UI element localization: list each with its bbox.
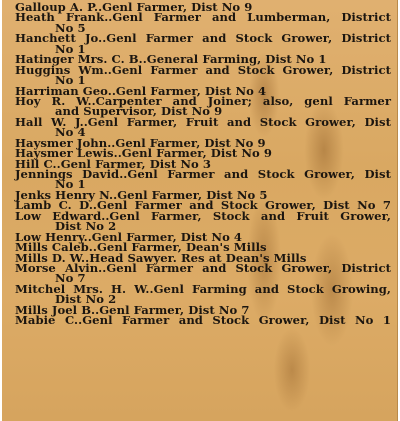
entry-line: Huggins Wm..Genl Farmer and Stock Grower, District — [15, 62, 391, 77]
entry-line: Hatinger Mrs. C. B..General Farming, Dist No 1 — [15, 52, 327, 67]
entry-line: Heath Frank..Genl Farmer and Lumberman, District — [15, 10, 391, 25]
entry-line: Hall W. J..Genl Farmer, Fruit and Stock Grower, Dist — [15, 114, 391, 129]
entry-continuation: No 5 — [55, 20, 86, 35]
entry-line: Harriman Geo..Genl Farmer, Dist No 4 — [15, 83, 267, 98]
entry-line: Jennings David..Genl Farmer and Stock Grower, Dist — [15, 167, 391, 181]
entry-line: Low Edward..Genl Farmer, Stock and Fruit Grower, — [15, 208, 391, 223]
entry-line: Hoy R. W..Carpenter and Joiner; also, genl Farmer — [15, 93, 391, 108]
entry-line: Mabie C..Genl Farmer and Stock Grower, Dist No 1 — [15, 313, 391, 328]
entry-line: Low Henry..Genl Farmer, Dist No 4 — [15, 229, 243, 244]
entry-line: Lamb C. D..Genl Farmer and Stock Grower, Dist No 7 — [15, 198, 391, 213]
directory-listing — [15, 2, 391, 326]
entry-continuation: No 1 — [55, 73, 86, 88]
entry-line: Morse Alvin..Genl Farmer and Stock Grower, District — [15, 260, 391, 275]
entry-continuation: No 7 — [55, 271, 86, 286]
entry-continuation: Dist No 2 — [55, 219, 117, 234]
entry-continuation: No 1 — [55, 41, 86, 56]
entry-line: Galloup A. P..Genl Farmer, Dist No 9 — [15, 0, 253, 14]
entry-line: Jenks Henry N..Genl Farmer, Dist No 5 — [15, 187, 268, 202]
directory-page-clipping — [2, 0, 398, 421]
entry-line: Mills Joel B..Genl Farmer, Dist No 7 — [15, 302, 250, 317]
entry-continuation: and Supervisor, Dist No 9 — [55, 104, 223, 119]
entry-continuation: No 1 — [55, 177, 86, 192]
entry-line: Haysmer John..Genl Farmer, Dist No 9 — [15, 135, 266, 150]
entry-line: Mitchel Mrs. H. W..Genl Farming and Stock Growing, — [15, 281, 391, 296]
entry-line: Hanchett Jo..Genl Farmer and Stock Grower, District — [15, 31, 391, 46]
entry-continuation: Dist No 2 — [55, 292, 117, 307]
entry-continuation: No 4 — [55, 125, 86, 140]
entry-line: Mills Caleb..Genl Farmer, Dean's Mills — [15, 240, 267, 255]
entry-line: Hill C..Genl Farmer, Dist No 3 — [15, 156, 211, 171]
entry-line: Haysmer Lewis..Genl Farmer, Dist No 9 — [15, 146, 273, 161]
entry-line: Mills D. W..Head Sawyer. Res at Dean's Mills — [15, 250, 307, 265]
